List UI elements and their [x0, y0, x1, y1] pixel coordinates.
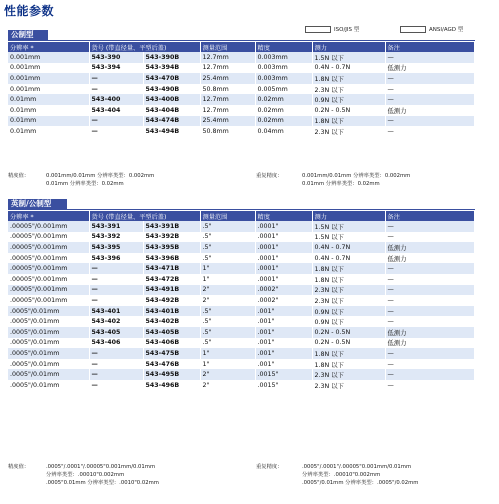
cell-remarks: — — [385, 359, 474, 370]
cell-remarks: — — [385, 306, 474, 317]
cell-force: 1.8N 以下 — [312, 116, 385, 127]
cell-remarks: — — [385, 126, 474, 137]
legend-iso-label: ISO/JIS 型 — [334, 27, 360, 33]
imperial-accuracy-note-2: 分辨率类型：.00010"0.002mm — [46, 472, 125, 478]
cell-resolution: .00005"/0.001mm — [8, 253, 89, 264]
cell-accuracy: 0.02mm — [255, 94, 312, 105]
cell-force: 1.5N 以下 — [312, 232, 385, 243]
cell-force: 0.4N - 0.7N — [312, 242, 385, 253]
table-row — [8, 221, 474, 232]
cell-resolution: .0005"/0.01mm — [8, 348, 89, 359]
metric-repeat-note-2: 0.01mm 分辨率类型：0.02mm — [302, 181, 380, 187]
cell-remarks: — — [385, 52, 474, 63]
cell-remarks: — — [385, 369, 474, 380]
cell-accuracy: 0.02mm — [255, 105, 312, 116]
cell-remarks: — — [385, 94, 474, 105]
cell-force: 0.9N 以下 — [312, 94, 385, 105]
cell-range: 1" — [200, 348, 255, 359]
cell-accuracy: .0015" — [255, 380, 312, 391]
cell-range: .5" — [200, 232, 255, 243]
cell-resolution: 0.01mm — [8, 116, 89, 127]
header-remarks: 备注 — [385, 211, 474, 221]
cell-accuracy: 0.02mm — [255, 116, 312, 127]
header-force: 测力 — [312, 42, 385, 52]
cell-range: 2" — [200, 369, 255, 380]
cell-accuracy: .0001" — [255, 221, 312, 232]
cell-range: 2" — [200, 295, 255, 306]
cell-order-no: 543-405 — [89, 327, 143, 338]
cell-force: 1.8N 以下 — [312, 348, 385, 359]
cell-order-no-b: 543-476B — [143, 359, 200, 370]
cell-resolution: .00005"/0.001mm — [8, 274, 89, 285]
table-row — [8, 116, 474, 127]
cell-accuracy: .001" — [255, 338, 312, 349]
cell-resolution: 0.001mm — [8, 84, 89, 95]
cell-order-no-b: 543-475B — [143, 348, 200, 359]
metric-accuracy-note-2: 0.01mm 分辨率类型：0.02mm — [46, 181, 124, 187]
table-row — [8, 359, 474, 370]
cell-force: 1.8N 以下 — [312, 73, 385, 84]
cell-order-no-b: 543-471B — [143, 263, 200, 274]
cell-force: 2.3N 以下 — [312, 285, 385, 296]
table-row — [8, 126, 474, 137]
table-row — [8, 316, 474, 327]
cell-order-no-b: 543-395B — [143, 242, 200, 253]
cell-resolution: 0.01mm — [8, 105, 89, 116]
cell-order-no: 543-402 — [89, 316, 143, 327]
cell-resolution: .0005"/0.01mm — [8, 327, 89, 338]
cell-accuracy: .001" — [255, 306, 312, 317]
cell-force: 1.8N 以下 — [312, 263, 385, 274]
cell-range: 1" — [200, 359, 255, 370]
cell-resolution: .0005"/0.01mm — [8, 380, 89, 391]
cell-order-no: — — [89, 116, 143, 127]
cell-order-no: — — [89, 348, 143, 359]
cell-remarks: — — [385, 263, 474, 274]
table-row — [8, 242, 474, 253]
cell-force: 1.5N 以下 — [312, 52, 385, 63]
cell-order-no-b: 543-392B — [143, 232, 200, 243]
cell-remarks: — — [385, 116, 474, 127]
cell-order-no-b: 543-394B — [143, 63, 200, 74]
cell-force: 0.2N - 0.5N — [312, 338, 385, 349]
metric-section-rule — [8, 40, 475, 41]
cell-order-no: 543-404 — [89, 105, 143, 116]
cell-order-no-b: 543-495B — [143, 369, 200, 380]
cell-remarks: — — [385, 380, 474, 391]
cell-force: 2.3N 以下 — [312, 295, 385, 306]
cell-force: 1.8N 以下 — [312, 359, 385, 370]
metric-repeat-note-label: 重复精度： — [256, 173, 283, 179]
cell-resolution: .0005"/0.01mm — [8, 359, 89, 370]
cell-remarks: 低测力 — [385, 253, 474, 264]
header-accuracy: 精度 — [255, 211, 312, 221]
table-row — [8, 263, 474, 274]
cell-remarks: — — [385, 274, 474, 285]
cell-order-no: 543-401 — [89, 306, 143, 317]
cell-remarks: 低测力 — [385, 242, 474, 253]
header-range: 测量范围 — [200, 211, 255, 221]
imperial-spec-table — [8, 211, 475, 391]
cell-range: .5" — [200, 253, 255, 264]
cell-order-no-b: 543-402B — [143, 316, 200, 327]
table-row — [8, 380, 474, 391]
cell-range: 12.7mm — [200, 52, 255, 63]
cell-remarks: 低测力 — [385, 105, 474, 116]
cell-order-no: — — [89, 126, 143, 137]
cell-accuracy: .0001" — [255, 242, 312, 253]
imperial-repeat-note-2: 分辨率类型：.00010"0.002mm — [302, 472, 381, 478]
cell-resolution: 0.01mm — [8, 126, 89, 137]
header-resolution: 分辨率 * — [8, 42, 89, 52]
cell-range: 50.8mm — [200, 126, 255, 137]
metric-header-row — [8, 42, 474, 52]
cell-accuracy: .0001" — [255, 253, 312, 264]
cell-order-no: 543-391 — [89, 221, 143, 232]
cell-accuracy: .001" — [255, 316, 312, 327]
cell-accuracy: 0.005mm — [255, 84, 312, 95]
cell-remarks: — — [385, 221, 474, 232]
table-row — [8, 285, 474, 296]
cell-range: 1" — [200, 263, 255, 274]
legend-ansi-swatch — [400, 26, 426, 33]
metric-spec-table — [8, 42, 475, 137]
header-remarks: 备注 — [385, 42, 474, 52]
cell-range: 1" — [200, 274, 255, 285]
cell-remarks: 低测力 — [385, 327, 474, 338]
table-row — [8, 105, 474, 116]
header-resolution: 分辨率 * — [8, 211, 89, 221]
cell-order-no-b: 543-490B — [143, 84, 200, 95]
cell-accuracy: 0.003mm — [255, 63, 312, 74]
table-row — [8, 274, 474, 285]
cell-resolution: .00005"/0.001mm — [8, 242, 89, 253]
cell-remarks: — — [385, 84, 474, 95]
cell-remarks: 低测力 — [385, 63, 474, 74]
cell-range: .5" — [200, 221, 255, 232]
cell-accuracy: .0002" — [255, 295, 312, 306]
cell-order-no: — — [89, 84, 143, 95]
cell-remarks: — — [385, 73, 474, 84]
cell-range: 25.4mm — [200, 116, 255, 127]
header-force: 测力 — [312, 211, 385, 221]
metric-accuracy-note-label: 精度值： — [8, 173, 30, 179]
cell-order-no: — — [89, 295, 143, 306]
cell-accuracy: .0015" — [255, 369, 312, 380]
table-row — [8, 369, 474, 380]
cell-order-no: 543-396 — [89, 253, 143, 264]
cell-accuracy: .0001" — [255, 263, 312, 274]
legend-ansi-label: ANSI/AGD 型 — [429, 27, 464, 33]
legend-iso-swatch — [305, 26, 331, 33]
header-range: 测量范围 — [200, 42, 255, 52]
table-row — [8, 84, 474, 95]
cell-range: 2" — [200, 380, 255, 391]
cell-force: 0.4N - 0.7N — [312, 63, 385, 74]
imperial-header-row — [8, 211, 474, 221]
cell-remarks: — — [385, 316, 474, 327]
table-row — [8, 338, 474, 349]
cell-range: 2" — [200, 285, 255, 296]
cell-order-no: — — [89, 285, 143, 296]
cell-order-no-b: 543-470B — [143, 73, 200, 84]
cell-force: 2.3N 以下 — [312, 380, 385, 391]
imperial-section-rule — [8, 209, 475, 210]
table-row — [8, 94, 474, 105]
cell-accuracy: 0.003mm — [255, 73, 312, 84]
table-row — [8, 73, 474, 84]
cell-order-no-b: 543-491B — [143, 285, 200, 296]
cell-order-no: — — [89, 359, 143, 370]
cell-force: 1.8N 以下 — [312, 274, 385, 285]
cell-order-no-b: 543-472B — [143, 274, 200, 285]
cell-resolution: 0.001mm — [8, 73, 89, 84]
cell-resolution: .0005"/0.01mm — [8, 306, 89, 317]
cell-order-no: 543-392 — [89, 232, 143, 243]
cell-force: 2.3N 以下 — [312, 84, 385, 95]
cell-range: 25.4mm — [200, 73, 255, 84]
cell-range: .5" — [200, 316, 255, 327]
imperial-repeat-note-3: .0005"/0.01mm 分辨率类型：.0005"/0.02mm — [302, 480, 419, 486]
cell-order-no-b: 543-404B — [143, 105, 200, 116]
metric-section-title: 公制型 — [8, 30, 48, 40]
cell-order-no-b: 543-405B — [143, 327, 200, 338]
cell-order-no-b: 543-401B — [143, 306, 200, 317]
cell-accuracy: .001" — [255, 327, 312, 338]
header-order-no: 货号 (带直径量、平型后盖) — [89, 211, 200, 221]
header-accuracy: 精度 — [255, 42, 312, 52]
imperial-accuracy-note-1: .0005"/.0001"/.00005"0.001mm/0.01mm — [46, 464, 156, 470]
cell-range: 12.7mm — [200, 63, 255, 74]
cell-range: 12.7mm — [200, 94, 255, 105]
cell-range: .5" — [200, 306, 255, 317]
cell-order-no: — — [89, 274, 143, 285]
table-row — [8, 52, 474, 63]
cell-order-no: 543-400 — [89, 94, 143, 105]
cell-range: 50.8mm — [200, 84, 255, 95]
table-row — [8, 348, 474, 359]
cell-range: .5" — [200, 327, 255, 338]
cell-order-no-b: 543-492B — [143, 295, 200, 306]
cell-order-no: — — [89, 73, 143, 84]
cell-accuracy: 0.003mm — [255, 52, 312, 63]
cell-resolution: 0.01mm — [8, 94, 89, 105]
cell-order-no-b: 543-391B — [143, 221, 200, 232]
cell-order-no: 543-395 — [89, 242, 143, 253]
cell-order-no: 543-394 — [89, 63, 143, 74]
imperial-repeat-note-label: 重复精度： — [256, 464, 283, 470]
page-title: 性能参数 — [4, 4, 55, 18]
legend-iso — [305, 25, 359, 33]
cell-order-no-b: 543-474B — [143, 116, 200, 127]
cell-resolution: .00005"/0.001mm — [8, 232, 89, 243]
cell-order-no-b: 543-390B — [143, 52, 200, 63]
cell-accuracy: 0.04mm — [255, 126, 312, 137]
legend-ansi — [400, 25, 463, 33]
cell-force: 0.2N - 0.5N — [312, 105, 385, 116]
cell-resolution: .00005"/0.001mm — [8, 295, 89, 306]
cell-force: 2.3N 以下 — [312, 126, 385, 137]
cell-accuracy: .0002" — [255, 285, 312, 296]
table-row — [8, 253, 474, 264]
cell-resolution: 0.001mm — [8, 52, 89, 63]
cell-order-no-b: 543-496B — [143, 380, 200, 391]
cell-order-no-b: 543-494B — [143, 126, 200, 137]
imperial-section-title: 英制/公制型 — [8, 199, 67, 209]
table-row — [8, 295, 474, 306]
imperial-accuracy-note-label: 精度值： — [8, 464, 30, 470]
cell-order-no: — — [89, 263, 143, 274]
cell-resolution: .00005"/0.001mm — [8, 285, 89, 296]
table-row — [8, 232, 474, 243]
cell-force: 1.5N 以下 — [312, 221, 385, 232]
cell-accuracy: .0001" — [255, 232, 312, 243]
cell-accuracy: .001" — [255, 348, 312, 359]
cell-remarks: — — [385, 348, 474, 359]
cell-remarks: 低测力 — [385, 338, 474, 349]
cell-resolution: .0005"/0.01mm — [8, 316, 89, 327]
table-row — [8, 327, 474, 338]
cell-force: 0.9N 以下 — [312, 316, 385, 327]
imperial-accuracy-note-3: .0005"0.01mm 分辨率类型：.0010"0.02mm — [46, 480, 159, 486]
cell-force: 0.4N - 0.7N — [312, 253, 385, 264]
cell-order-no-b: 543-406B — [143, 338, 200, 349]
cell-order-no: — — [89, 369, 143, 380]
cell-accuracy: .001" — [255, 359, 312, 370]
cell-range: .5" — [200, 242, 255, 253]
cell-range: .5" — [200, 338, 255, 349]
cell-range: 12.7mm — [200, 105, 255, 116]
cell-remarks: — — [385, 295, 474, 306]
cell-remarks: — — [385, 285, 474, 296]
metric-repeat-note-1: 0.001mm/0.01mm 分辨率类型：0.002mm — [302, 173, 411, 179]
imperial-repeat-note-1: .0005"/.0001"/.00005"0.001mm/0.01mm — [302, 464, 412, 470]
cell-resolution: .0005"/0.01mm — [8, 369, 89, 380]
cell-order-no: 543-406 — [89, 338, 143, 349]
table-row — [8, 63, 474, 74]
cell-order-no-b: 543-400B — [143, 94, 200, 105]
cell-order-no: 543-390 — [89, 52, 143, 63]
cell-order-no: — — [89, 380, 143, 391]
cell-resolution: .0005"/0.01mm — [8, 338, 89, 349]
metric-accuracy-note-1: 0.001mm/0.01mm 分辨率类型：0.002mm — [46, 173, 155, 179]
cell-resolution: .00005"/0.001mm — [8, 221, 89, 232]
cell-accuracy: .0001" — [255, 274, 312, 285]
header-order-no: 货号 (带直径量、平型后盖) — [89, 42, 200, 52]
cell-resolution: .00005"/0.001mm — [8, 263, 89, 274]
table-row — [8, 306, 474, 317]
cell-force: 2.3N 以下 — [312, 369, 385, 380]
cell-order-no-b: 543-396B — [143, 253, 200, 264]
cell-remarks: — — [385, 232, 474, 243]
cell-force: 0.9N 以下 — [312, 306, 385, 317]
cell-resolution: 0.001mm — [8, 63, 89, 74]
cell-force: 0.2N - 0.5N — [312, 327, 385, 338]
